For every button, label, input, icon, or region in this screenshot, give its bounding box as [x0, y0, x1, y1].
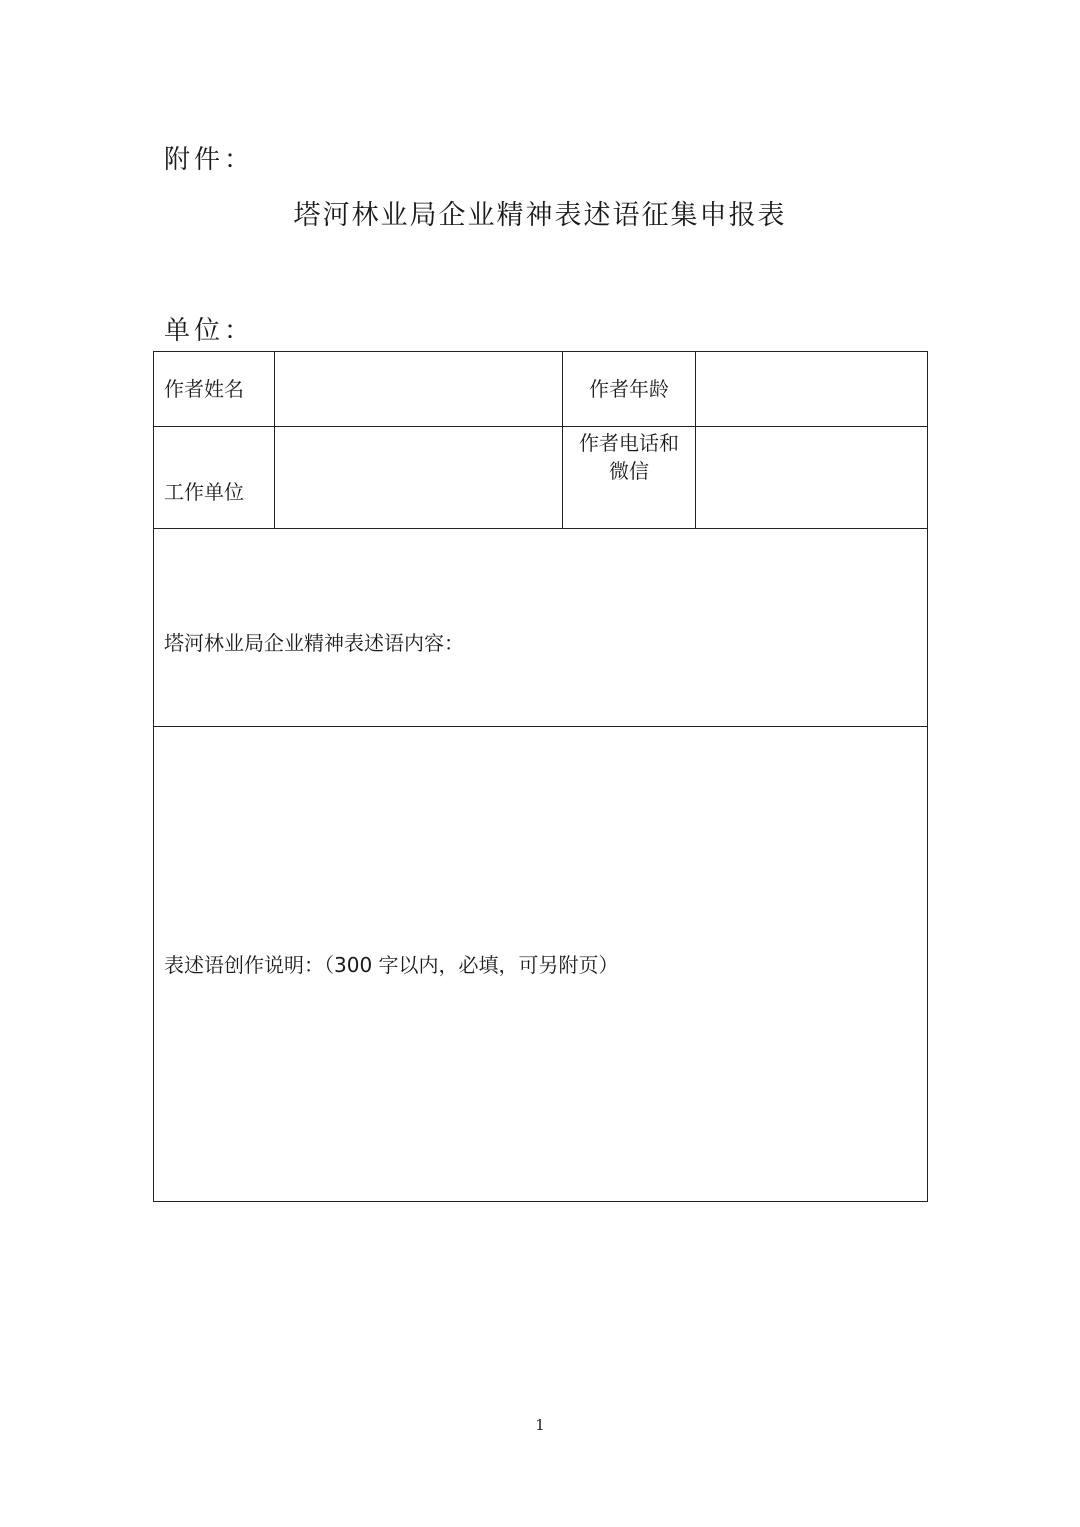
author-phone-label — [563, 427, 696, 529]
attachment-label: 附件： — [164, 145, 255, 175]
author-age-label: 作者年龄 — [563, 352, 696, 427]
author-name-field[interactable] — [275, 352, 563, 427]
work-unit-field[interactable] — [275, 427, 563, 529]
creation-note-label: 表述语创作说明：（300 字以内，必填，可另附页） — [164, 953, 619, 977]
unit-label: 单位： — [164, 316, 255, 346]
form-row-unit-phone — [154, 427, 928, 529]
form-row-slogan — [154, 529, 928, 727]
work-unit-label: 工作单位 — [154, 427, 275, 529]
author-phone-label-line2: 微信 — [609, 459, 649, 483]
slogan-content-label: 塔河林业局企业精神表述语内容： — [164, 630, 464, 655]
author-phone-field[interactable] — [696, 427, 928, 529]
creation-note-cell[interactable] — [154, 727, 928, 1202]
form-row-creation-note — [154, 727, 928, 1202]
page-number: 1 — [535, 1416, 545, 1434]
author-age-field[interactable] — [696, 352, 928, 427]
slogan-content-cell[interactable] — [154, 529, 928, 727]
author-phone-label-line1: 作者电话和 — [579, 431, 679, 455]
form-row-name-age — [154, 352, 928, 427]
author-name-label: 作者姓名 — [154, 352, 275, 427]
document-title: 塔河林业局企业精神表述语征集申报表 — [293, 200, 787, 231]
application-form-table — [153, 351, 928, 1202]
